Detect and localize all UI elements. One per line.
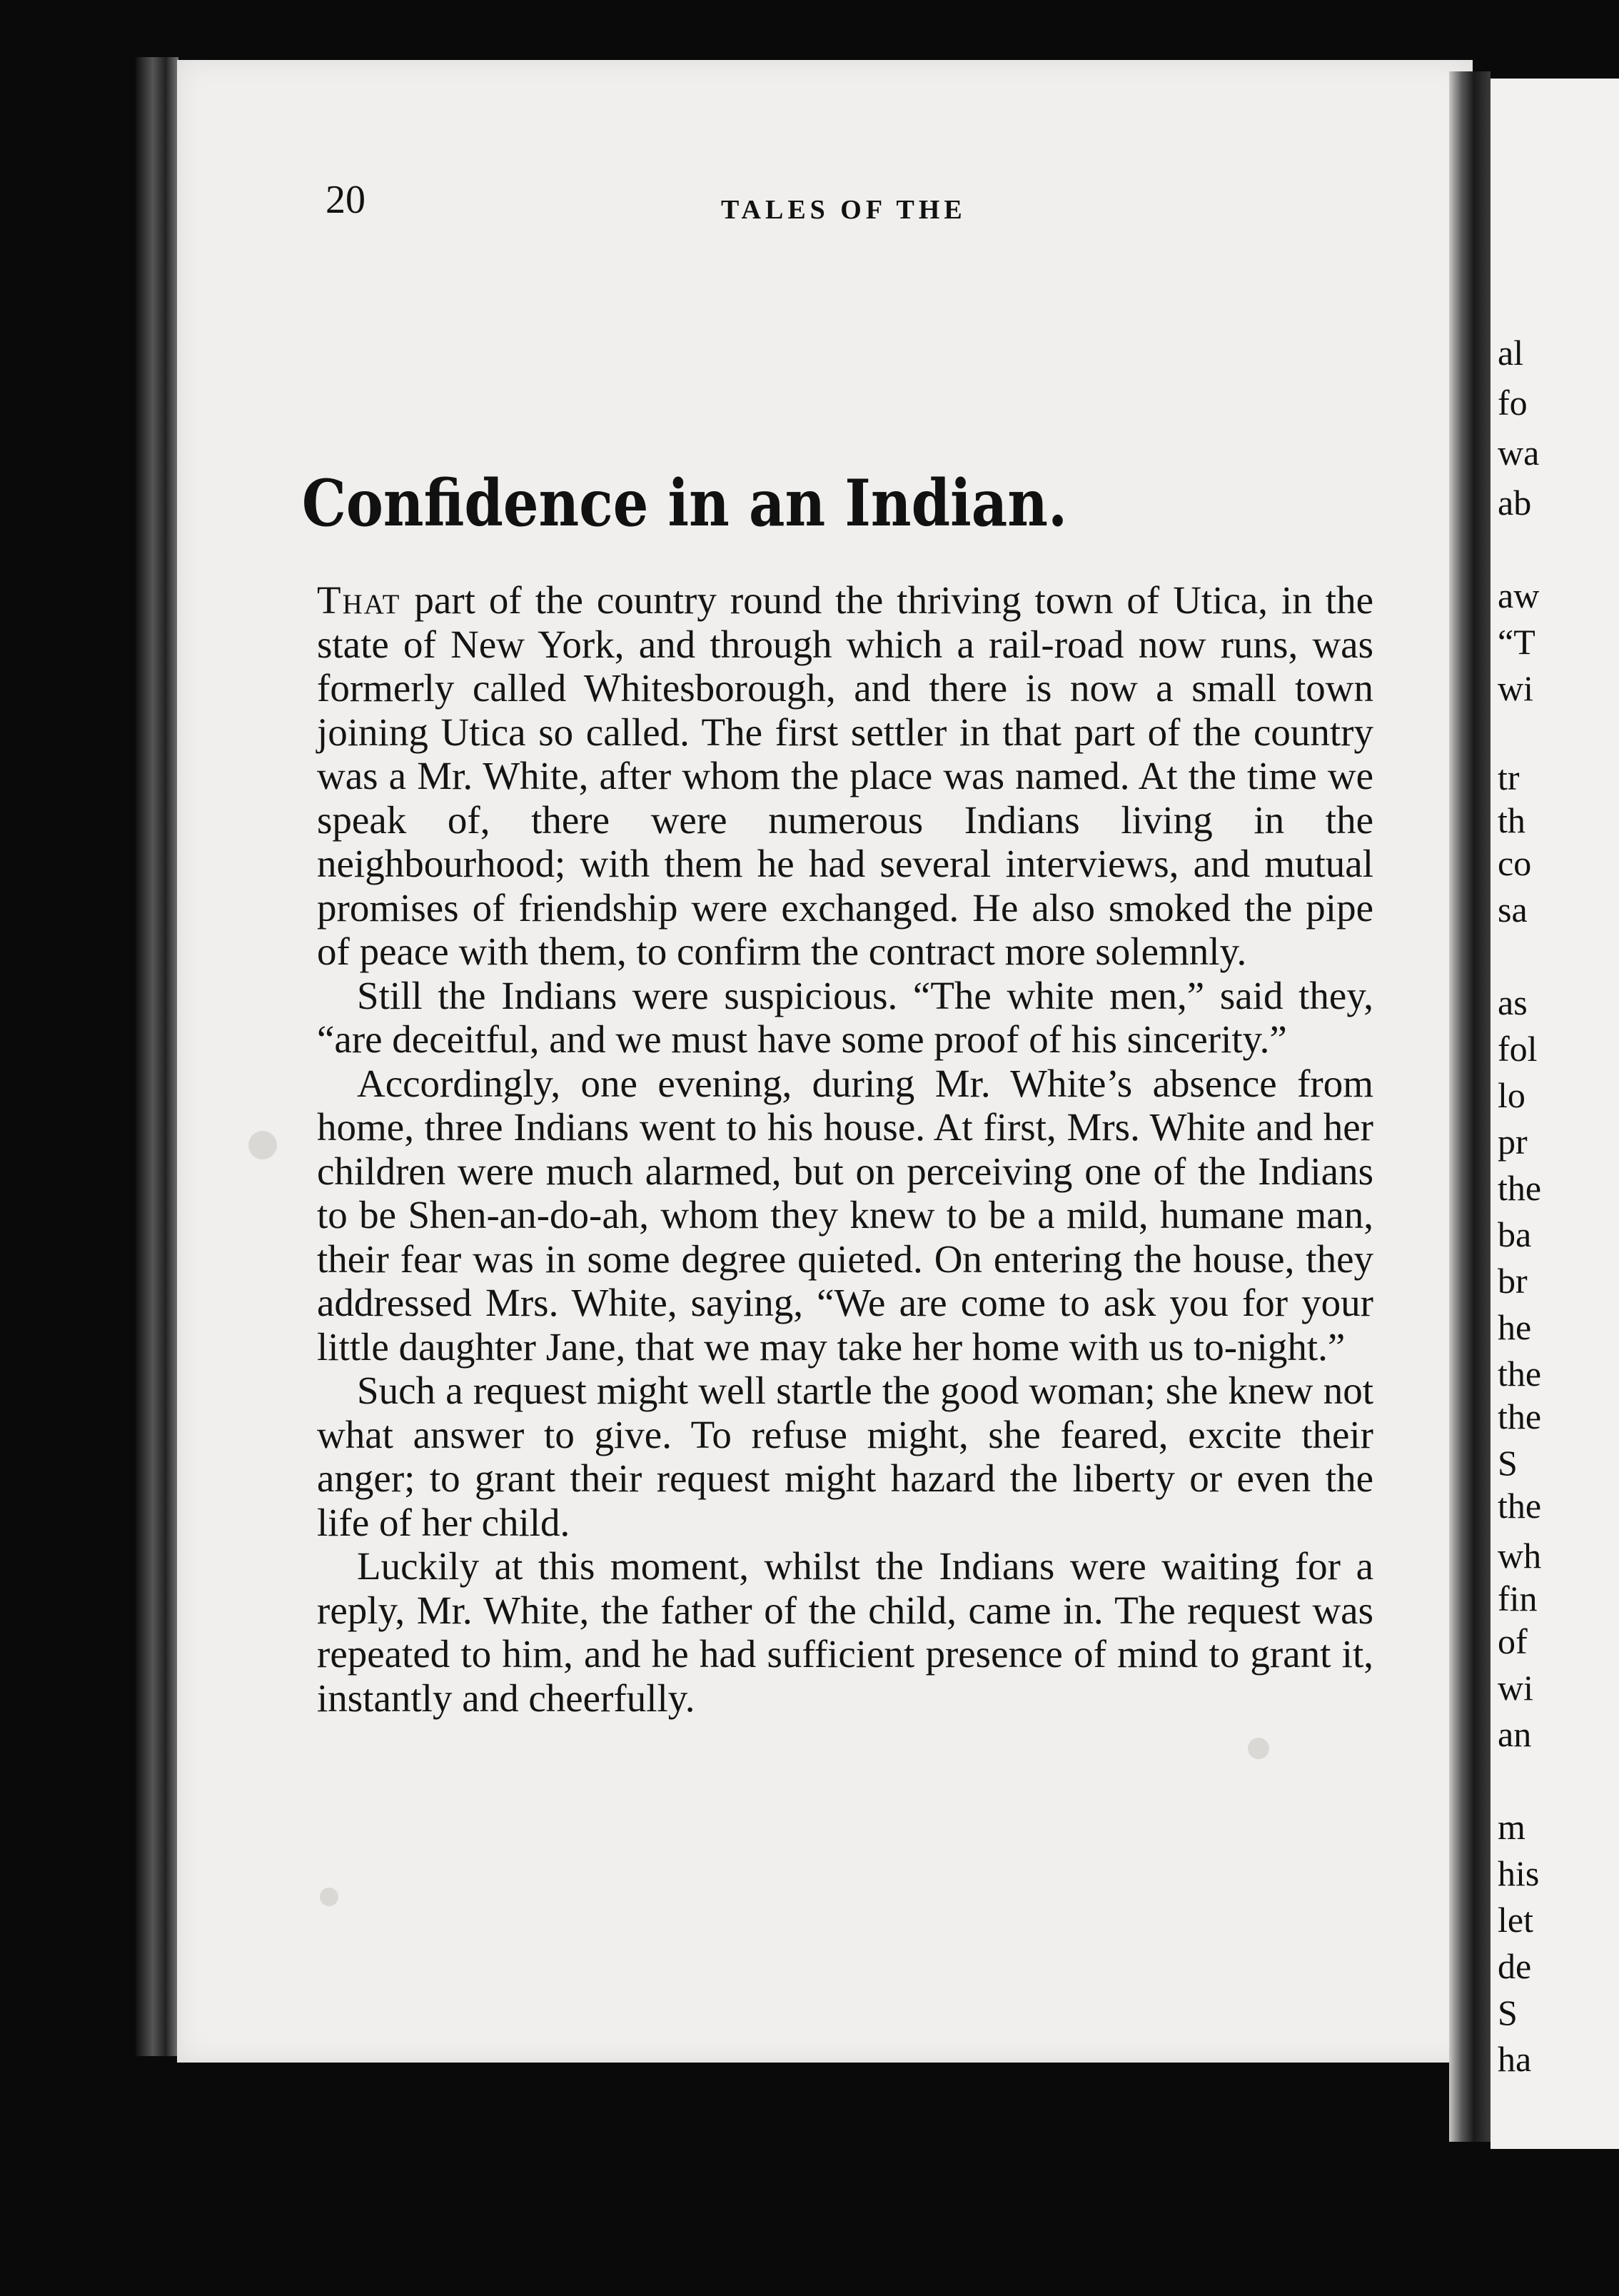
facing-page-fragment: an — [1498, 1714, 1532, 1754]
running-head: TALES OF THE — [721, 195, 967, 225]
facing-page-fragment: fol — [1498, 1029, 1538, 1069]
story-body — [317, 578, 1373, 1720]
facing-page-fragment: he — [1498, 1307, 1532, 1347]
book-spine-edge — [136, 57, 178, 2056]
page-number: 20 — [326, 178, 365, 222]
facing-page-fragment: th — [1498, 800, 1525, 840]
facing-page-fragment: br — [1498, 1261, 1528, 1301]
paragraph-2: Still the Indians were suspicious. “The white men,” said they, “are deceitful, and we must have some proof of his sincerity.” — [317, 973, 1373, 1061]
facing-page-fragment: the — [1498, 1486, 1542, 1526]
facing-page-fragment: S — [1498, 1443, 1518, 1483]
facing-page-fragment: the — [1498, 1168, 1542, 1208]
facing-page-fragment: sa — [1498, 890, 1528, 930]
facing-page-fragment: pr — [1498, 1122, 1528, 1162]
story-title — [0, 466, 1619, 541]
page-gutter — [1449, 71, 1491, 2142]
facing-page-fragment: wa — [1498, 433, 1540, 473]
facing-page-fragment: “T — [1498, 622, 1535, 662]
facing-page-fragment: ab — [1498, 483, 1532, 523]
facing-page-fragment: as — [1498, 982, 1528, 1022]
facing-page-edge — [1491, 79, 1619, 2149]
facing-page-fragment: al — [1498, 333, 1524, 373]
facing-page-fragment: his — [1498, 1853, 1540, 1893]
facing-page-fragment: de — [1498, 1946, 1532, 1986]
paragraph-1 — [317, 578, 1373, 974]
facing-page-fragment: wi — [1498, 668, 1533, 708]
facing-page-fragment: let — [1498, 1900, 1533, 1940]
facing-page-fragment: tr — [1498, 757, 1520, 797]
drop-lead-word: That — [317, 578, 401, 622]
facing-page-fragment: ha — [1498, 2039, 1532, 2079]
facing-page-fragment: aw — [1498, 575, 1540, 615]
facing-page-fragment: the — [1498, 1396, 1542, 1436]
paragraph-1-text: part of the country round the thriving town of Utica, in the state of New York, and through which a rail-road now runs, was formerly called Whitesborough, and there is now a small town joining Utica so called. The first settler in that part of the country was a Mr. White, after whom the place was named. At the time we speak of, there were numerous Indians living in the neighbourhood; with them he had several interviews, and mutual promises of friendship were exchanged. He also smoked the pipe of peace with them, to confirm the contract more solemnly. — [317, 578, 1373, 973]
facing-page-fragment: wh — [1498, 1536, 1542, 1576]
facing-page-fragment: the — [1498, 1354, 1542, 1394]
facing-page-fragment: of — [1498, 1621, 1528, 1661]
facing-page-fragment: S — [1498, 1993, 1518, 2033]
facing-page-fragment: lo — [1498, 1075, 1525, 1115]
facing-page-fragment: fo — [1498, 383, 1528, 423]
facing-page-fragment: m — [1498, 1807, 1525, 1847]
facing-page-fragment: fin — [1498, 1578, 1538, 1618]
facing-page-fragment: co — [1498, 843, 1532, 883]
paragraph-5: Luckily at this moment, whilst the Indians were waiting for a reply, Mr. White, the father of the child, came in. The request was repeated to him, and he had sufficient presence of mind to grant it, instantly and cheerfully. — [317, 1544, 1373, 1720]
facing-page-fragment: ba — [1498, 1214, 1532, 1254]
paragraph-4: Such a request might well startle the good woman; she knew not what answer to give. To refuse might, she feared, excite their anger; to grant their request might hazard the liberty or even the life of her child. — [317, 1369, 1373, 1544]
paper-speck — [320, 1888, 338, 1906]
paragraph-3: Accordingly, one evening, during Mr. White’s absence from home, three Indians went to his house. At first, Mrs. White and her children were much alarmed, but on perceiving one of the Indians to be Shen-an-do-ah, whom they knew to be a mild, humane man, their fear was in some degree quieted. On entering the house, they addressed Mrs. White, saying, “We are come to ask you for your little daughter Jane, that we may take her home with us to-night.” — [317, 1061, 1373, 1369]
paper-speck — [1248, 1738, 1269, 1759]
paper-speck — [248, 1131, 277, 1159]
story-title-text: Confidence in an Indian. — [301, 466, 1068, 541]
facing-page-fragment: wi — [1498, 1668, 1533, 1708]
